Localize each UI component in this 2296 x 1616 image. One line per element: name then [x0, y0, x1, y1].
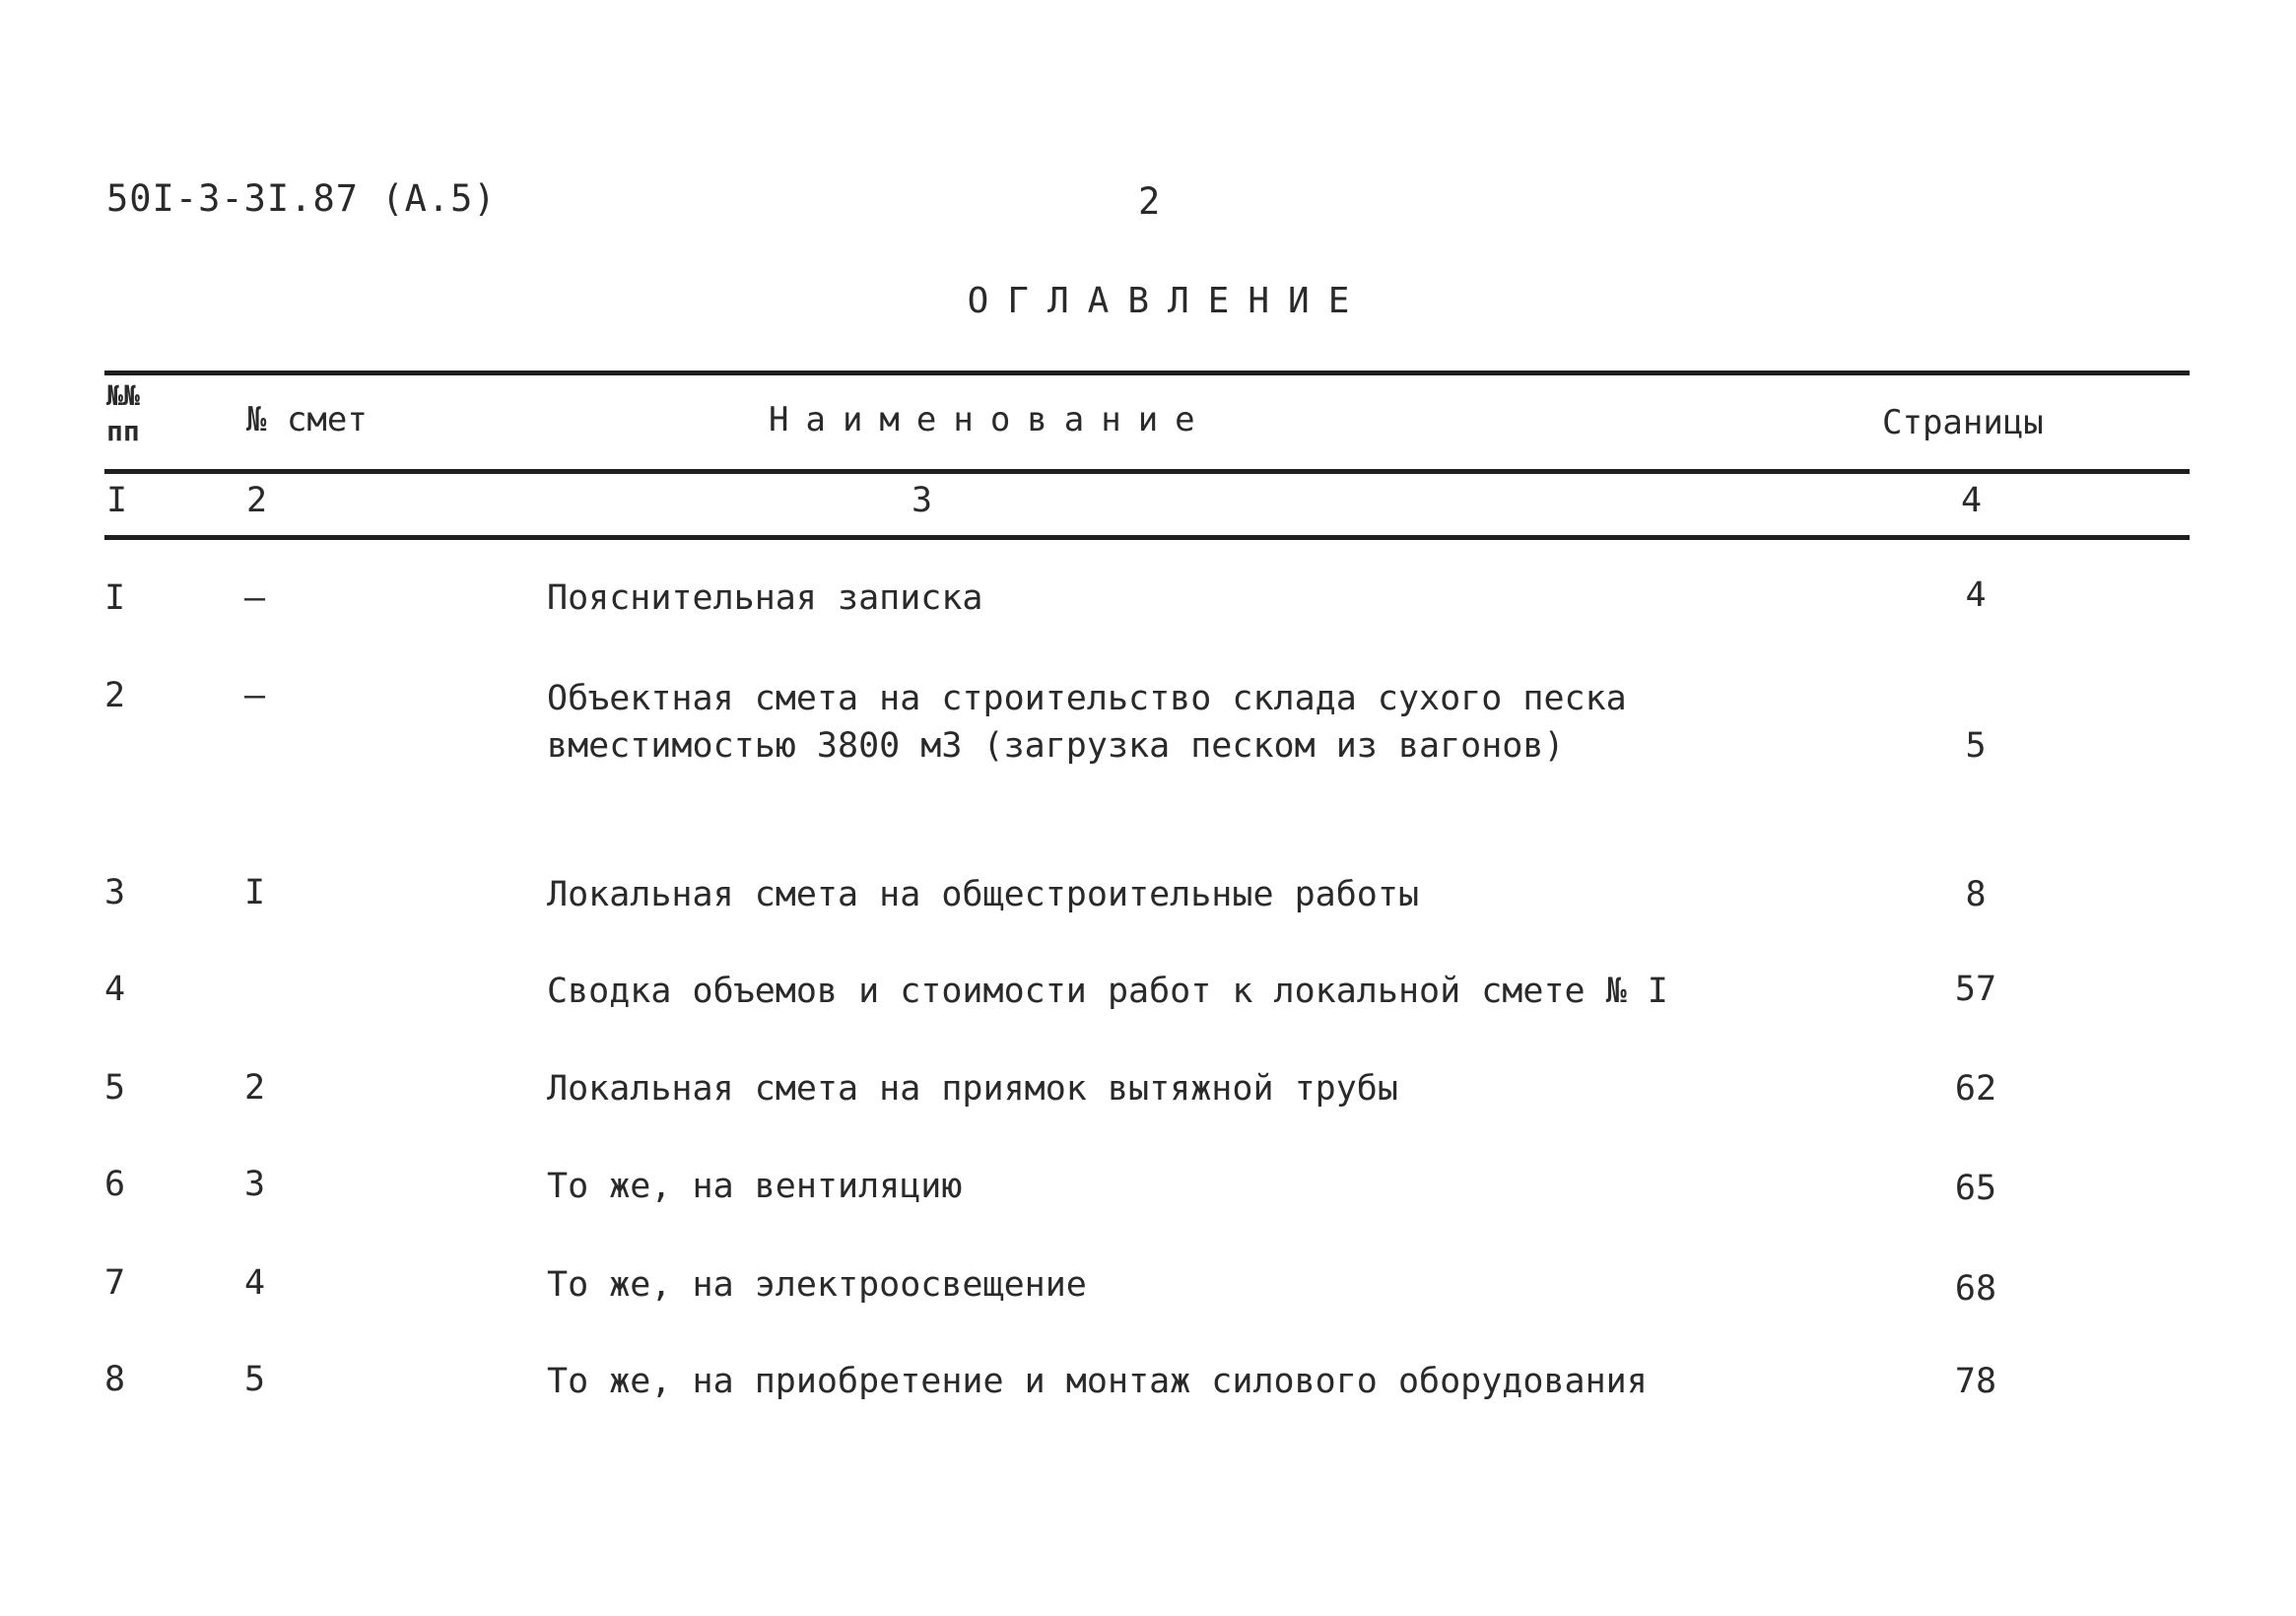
row-page: 62 — [1954, 1069, 1997, 1109]
table-bottom-rule — [104, 535, 2190, 540]
toc-title: ОГЛАВЛЕНИЕ — [967, 281, 1369, 321]
row-number: 8 — [104, 1360, 126, 1399]
header-smet-column: № смет — [246, 400, 368, 439]
row-name: То же, на приобретение и монтаж силового оборудования — [547, 1362, 1648, 1401]
row-page: 78 — [1954, 1362, 1997, 1401]
row-smet: I — [244, 873, 266, 912]
row-smet: 2 — [244, 1068, 266, 1108]
row-smet: 4 — [244, 1263, 266, 1303]
header-num-line2: пп — [106, 415, 140, 447]
table-mid-rule — [104, 469, 2190, 474]
row-page: 68 — [1954, 1269, 1997, 1309]
header-name-column: Наименование — [769, 400, 1212, 439]
column-number-3: 3 — [912, 481, 933, 520]
page-number: 2 — [1138, 180, 1161, 223]
row-number: 5 — [104, 1068, 126, 1108]
column-number-2: 2 — [246, 481, 268, 520]
row-number: 2 — [104, 676, 126, 715]
row-page: 8 — [1965, 875, 1987, 914]
row-number: 6 — [104, 1165, 126, 1204]
row-number: 7 — [104, 1263, 126, 1303]
header-pages-column: Страницы — [1882, 403, 2044, 442]
row-name-line1: Объектная смета на строительство склада сухого песка — [547, 679, 1627, 718]
row-number: I — [104, 578, 126, 618]
header-num-column — [106, 378, 156, 449]
column-number-1: I — [106, 481, 128, 520]
row-name: Пояснительная записка — [547, 578, 983, 618]
row-page: 5 — [1965, 726, 1987, 766]
row-name: Локальная смета на общестроительные работы — [547, 875, 1420, 914]
row-name: То же, на вентиляцию — [547, 1167, 963, 1206]
row-number: 4 — [104, 970, 126, 1009]
table-top-rule — [104, 370, 2190, 375]
row-number: 3 — [104, 873, 126, 912]
row-name: То же, на электроосвещение — [547, 1265, 1087, 1305]
row-page: 57 — [1954, 970, 1997, 1009]
row-name-line2: вместимостью 3800 м3 (загрузка песком из вагонов) — [547, 726, 1565, 766]
row-page: 65 — [1954, 1169, 1997, 1208]
column-number-4: 4 — [1961, 481, 1983, 520]
row-name: Локальная смета на приямок вытяжной трубы — [547, 1069, 1398, 1109]
header-num-line1: №№ — [106, 379, 140, 412]
document-code: 50I-3-3I.87 (А.5) — [106, 177, 497, 220]
row-smet: 3 — [244, 1165, 266, 1204]
row-smet: – — [244, 578, 266, 618]
row-smet: – — [244, 676, 266, 715]
row-name: Сводка объемов и стоимости работ к локальной смете № I — [547, 972, 1668, 1011]
row-page: 4 — [1965, 575, 1987, 615]
row-smet: 5 — [244, 1360, 266, 1399]
